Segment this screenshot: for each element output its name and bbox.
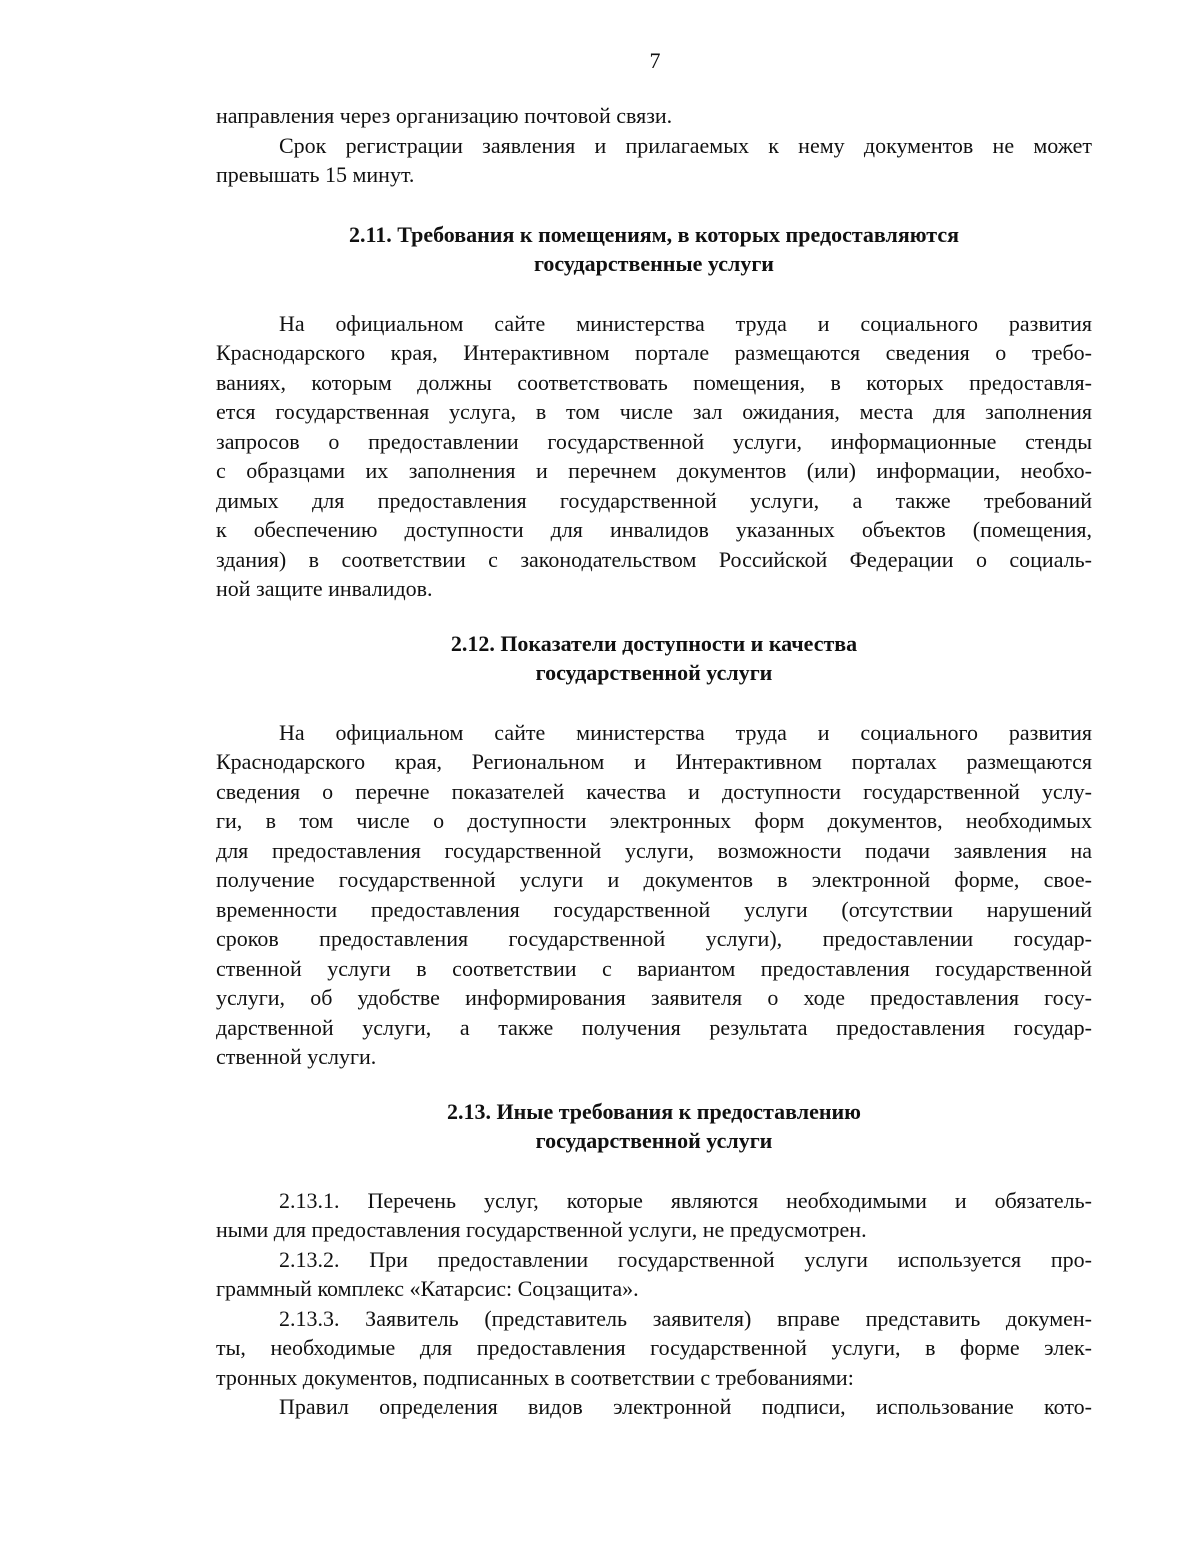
text-line: ты, необходимые для предоставления государственной услуги, в форме элек- [216,1335,1092,1360]
text-line: направления через организацию почтовой связи. [216,103,673,128]
text-line: здания) в соответствии с законодательством Российской Федерации о социаль- [216,546,1092,572]
section-2-11-paragraph [216,309,1092,604]
text-line: граммный комплекс «Катарсис: Соцзащита». [216,1276,639,1301]
section-heading-line: государственной услуги [535,660,773,685]
text-line: ственной услуги. [216,1044,377,1069]
text-line: сведения о перечне показателей качества и доступности государственной услу- [216,778,1092,804]
text-line: Краснодарского края, Региональном и Интерактивном порталах размещаются [216,749,1092,774]
text-line: ги, в том числе о доступности электронных форм документов, необходимых [216,808,1092,833]
text-line: ваниях, которым должны соответствовать помещения, в которых предоставля- [216,369,1092,395]
intro-paragraph [216,101,1092,190]
text-line: ственной услуги в соответствии с вариантом предоставления государственной [216,955,1092,981]
section-heading-line: 2.12. Показатели доступности и качества [450,630,858,656]
text-line: для предоставления государственной услуги, возможности подачи заявления на [216,837,1092,863]
text-line: Срок регистрации заявления и прилагаемых к нему документов не может [279,132,1092,158]
section-heading-line: государственные услуги [533,251,774,276]
section-2-12-paragraph [216,718,1092,1072]
text-line: с образцами их заполнения и перечнем документов (или) информации, необхо- [216,458,1092,483]
text-line: ными для предоставления государственной услуги, не предусмотрен. [216,1217,867,1242]
section-2-13-1-paragraph [216,1186,1092,1245]
text-line: На официальном сайте министерства труда и социального развития [279,310,1092,336]
text-line: к обеспечению доступности для инвалидов указанных объектов (помещения, [216,517,1092,542]
text-line: превышать 15 минут. [216,162,415,187]
text-line: тронных документов, подписанных в соответствии с требованиями: [216,1364,854,1390]
text-line: 2.13.1. Перечень услуг, которые являются необходимыми и обязатель- [279,1187,1092,1213]
text-line: Краснодарского края, Интерактивном портале размещаются сведения о требо- [216,340,1092,365]
text-line: 2.13.3. Заявитель (представитель заявителя) вправе представить докумен- [279,1305,1092,1331]
text-line: услуги, об удобстве информирования заявителя о ходе предоставления госу- [216,985,1092,1010]
section-2-13-4-paragraph [216,1392,1092,1422]
text-line: временности предоставления государственной услуги (отсутствии нарушений [216,896,1092,922]
page-content [216,101,1092,1422]
text-line: 2.13.2. При предоставлении государственной услуги используется про- [279,1246,1092,1272]
section-2-13-2-paragraph [216,1245,1092,1304]
text-line: запросов о предоставлении государственной услуги, информационные стенды [216,428,1092,454]
page-number: 7 [649,48,661,73]
text-line: Правил определения видов электронной подписи, использование кото- [279,1394,1092,1419]
text-line: На официальном сайте министерства труда и социального развития [279,719,1092,745]
text-line: сроков предоставления государственной услуги), предоставлении государ- [216,926,1092,951]
section-2-12-heading [216,629,1092,688]
section-2-13-heading [216,1097,1092,1156]
text-line: ется государственная услуга, в том числе зал ожидания, места для заполнения [216,399,1092,424]
section-heading-line: 2.11. Требования к помещениям, в которых предоставляются [348,221,960,247]
section-heading-line: 2.13. Иные требования к предоставлению [447,1098,861,1124]
section-2-11-heading [216,220,1092,279]
section-heading-line: государственной услуги [535,1128,773,1153]
section-2-13-3-paragraph [216,1304,1092,1393]
text-line: димых для предоставления государственной услуги, а также требований [216,487,1092,513]
text-line: получение государственной услуги и документов в электронной форме, свое- [216,867,1092,892]
text-line: дарственной услуги, а также получения результата предоставления государ- [216,1014,1092,1040]
text-line: ной защите инвалидов. [216,576,433,601]
